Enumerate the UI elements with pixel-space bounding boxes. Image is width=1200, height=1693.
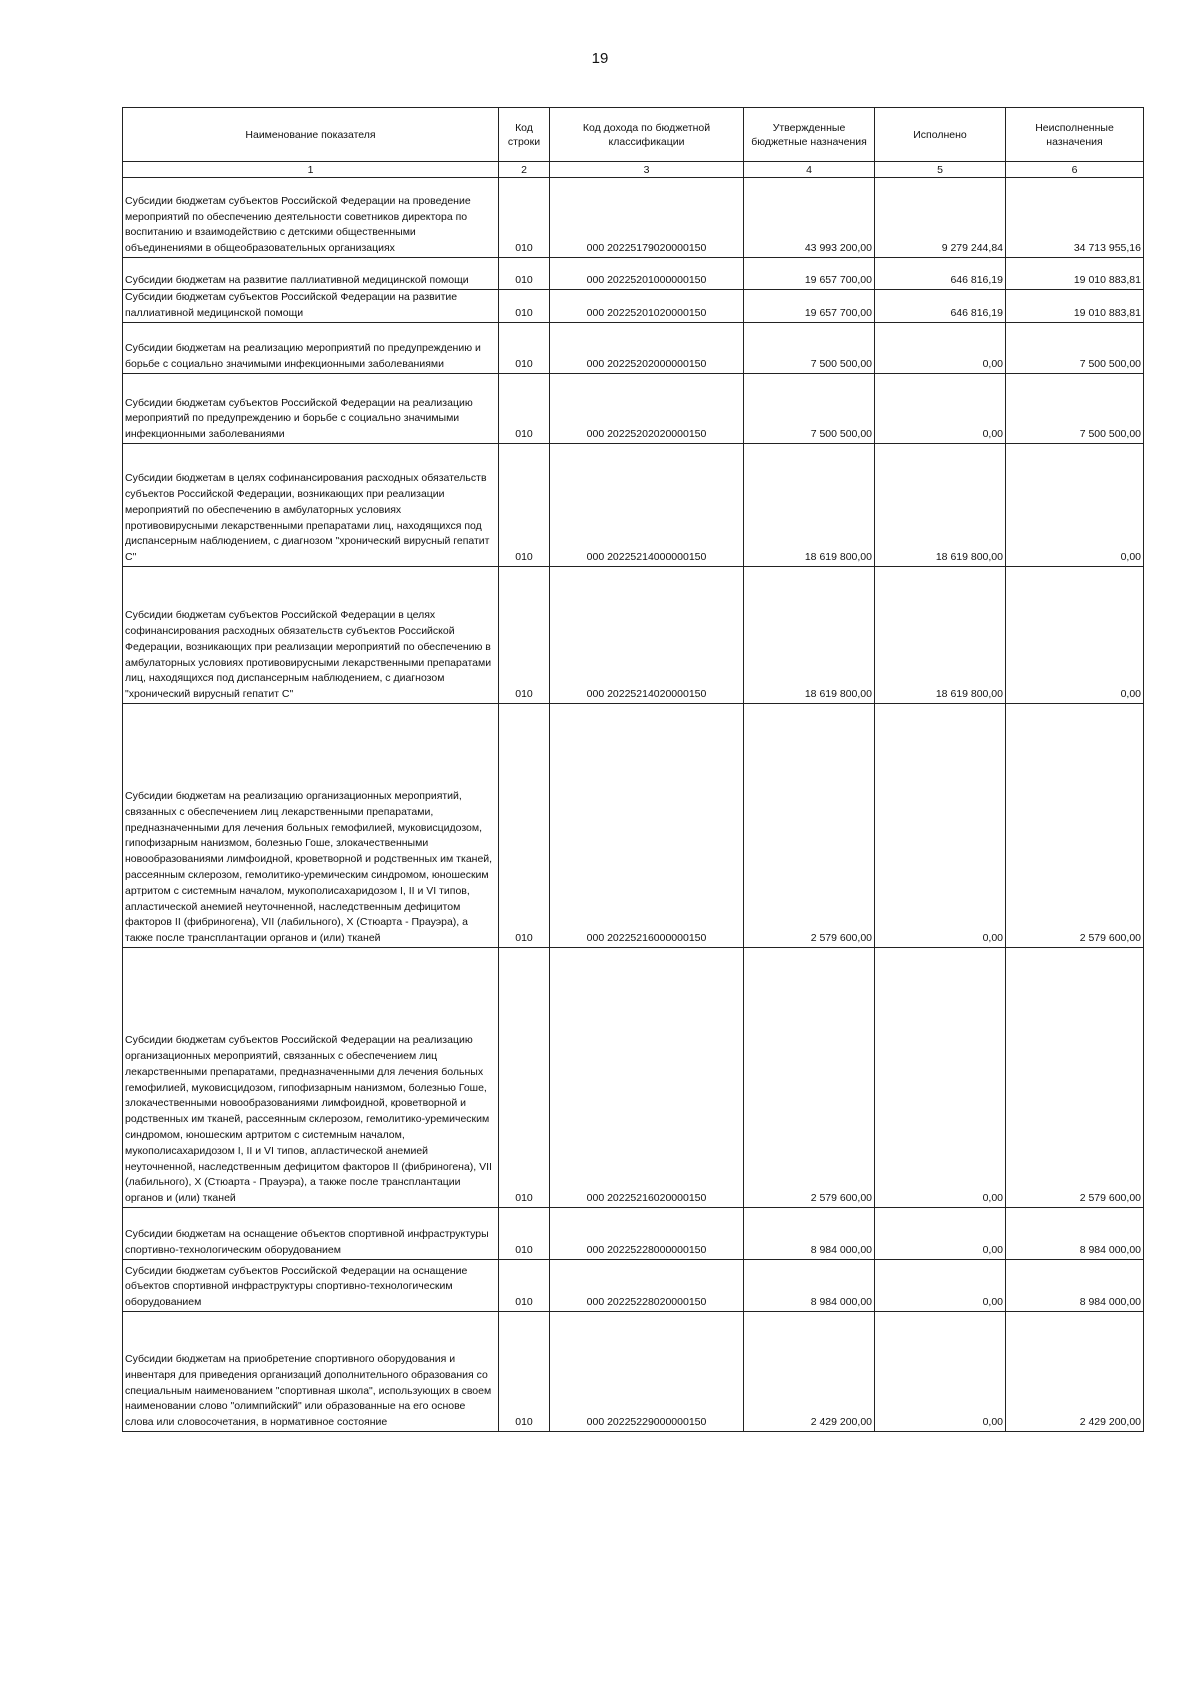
row-approved: 8 984 000,00 — [744, 1260, 875, 1312]
row-unexecuted: 7 500 500,00 — [1006, 374, 1144, 444]
row-executed: 18 619 800,00 — [875, 444, 1006, 567]
row-code: 010 — [499, 444, 550, 567]
row-code: 010 — [499, 323, 550, 374]
header-name: Наименование показателя — [123, 108, 499, 162]
header-code: Код строки — [499, 108, 550, 162]
row-approved: 19 657 700,00 — [744, 258, 875, 290]
row-kbk: 000 20225201020000150 — [550, 290, 744, 323]
row-code: 010 — [499, 704, 550, 948]
row-executed: 0,00 — [875, 948, 1006, 1208]
page-number: 19 — [591, 50, 609, 67]
row-approved: 2 429 200,00 — [744, 1312, 875, 1432]
row-code: 010 — [499, 290, 550, 323]
row-approved: 18 619 800,00 — [744, 567, 875, 704]
row-unexecuted: 2 579 600,00 — [1006, 704, 1144, 948]
row-kbk: 000 20225202020000150 — [550, 374, 744, 444]
row-code: 010 — [499, 1260, 550, 1312]
row-name: Субсидии бюджетам на реализацию организационных мероприятий, связанных с обеспечением лиц лекарственными препаратами, предназначенными для лечения больных гемофилией, муковисцидозом, гипофизарным нанизмом, болезнью Гоше, злокачественными новообразованиями лимфоидной, кроветворной и родственных им тканей, рассеянным склерозом, гемолитико-уремическим синдромом, юношеским артритом с системным началом, мукополисахаридозом I, II и VI типов, апластической анемией неуточненной, наследственным дефицитом факторов II (фибриногена), VII (лабильного), X (Стюарта - Прауэра), а также после трансплантации органов и (или) тканей — [123, 704, 499, 948]
row-name: Субсидии бюджетам субъектов Российской Федерации на реализацию организационных мероприятий, связанных с обеспечением лиц лекарственными препаратами, предназначенными для лечения больных гемофилией, муковисцидозом, гипофизарным нанизмом, болезнью Гоше, злокачественными новообразованиями лимфоидной, кроветворной и родственных им тканей, рассеянным склерозом, гемолитико-уремическим синдромом, юношеским артритом с системным началом, мукополисахаридозом I, II и VI типов, апластической анемией неуточненной, наследственным дефицитом факторов II (фибриногена), VII (лабильного), X (Стюарта - Прауэра), а также после трансплантации органов и (или) тканей — [123, 948, 499, 1208]
row-executed: 646 816,19 — [875, 290, 1006, 323]
row-approved: 7 500 500,00 — [744, 323, 875, 374]
row-code: 010 — [499, 567, 550, 704]
row-name: Субсидии бюджетам в целях софинансирования расходных обязательств субъектов Российской Федерации, возникающих при реализации мероприятий по обеспечению в амбулаторных условиях противовирусными лекарственными препаратами лиц, находящихся под диспансерным наблюдением, с диагнозом "хронический вирусный гепатит С" — [123, 444, 499, 567]
row-executed: 0,00 — [875, 1260, 1006, 1312]
row-unexecuted: 34 713 955,16 — [1006, 178, 1144, 258]
header-approved: Утвержденные бюджетные назначения — [744, 108, 875, 162]
row-name: Субсидии бюджетам субъектов Российской Федерации на проведение мероприятий по обеспечению деятельности советников директора по воспитанию и взаимодействию с детскими общественными объединениями в общеобразовательных организациях — [123, 178, 499, 258]
row-code: 010 — [499, 1208, 550, 1260]
row-unexecuted: 8 984 000,00 — [1006, 1260, 1144, 1312]
row-executed: 0,00 — [875, 323, 1006, 374]
row-kbk: 000 20225228020000150 — [550, 1260, 744, 1312]
row-code: 010 — [499, 948, 550, 1208]
column-number: 5 — [875, 162, 1006, 178]
row-kbk: 000 20225228000000150 — [550, 1208, 744, 1260]
row-name: Субсидии бюджетам субъектов Российской Федерации на реализацию мероприятий по предупреждению и борьбе с социально значимыми инфекционными заболеваниями — [123, 374, 499, 444]
row-unexecuted: 0,00 — [1006, 567, 1144, 704]
row-code: 010 — [499, 258, 550, 290]
table-row — [123, 374, 1144, 444]
table-row — [123, 948, 1144, 1208]
table-row — [123, 444, 1144, 567]
row-name: Субсидии бюджетам субъектов Российской Федерации в целях софинансирования расходных обязательств субъектов Российской Федерации, возникающих при реализации мероприятий по обеспечению в амбулаторных условиях противовирусными лекарственными препаратами лиц, находящихся под диспансерным наблюдением, с диагнозом "хронический вирусный гепатит С" — [123, 567, 499, 704]
row-name: Субсидии бюджетам на развитие паллиативной медицинской помощи — [123, 258, 499, 290]
column-number: 4 — [744, 162, 875, 178]
row-kbk: 000 20225214020000150 — [550, 567, 744, 704]
row-unexecuted: 0,00 — [1006, 444, 1144, 567]
row-kbk: 000 20225201000000150 — [550, 258, 744, 290]
row-executed: 646 816,19 — [875, 258, 1006, 290]
row-name: Субсидии бюджетам субъектов Российской Федерации на развитие паллиативной медицинской помощи — [123, 290, 499, 323]
row-kbk: 000 20225216000000150 — [550, 704, 744, 948]
row-name: Субсидии бюджетам на реализацию мероприятий по предупреждению и борьбе с социально значимыми инфекционными заболеваниями — [123, 323, 499, 374]
row-unexecuted: 7 500 500,00 — [1006, 323, 1144, 374]
table-header-row — [123, 108, 1144, 162]
header-unexecuted: Неисполненные назначения — [1006, 108, 1144, 162]
row-approved: 43 993 200,00 — [744, 178, 875, 258]
row-approved: 2 579 600,00 — [744, 948, 875, 1208]
row-unexecuted: 19 010 883,81 — [1006, 290, 1144, 323]
row-kbk: 000 20225229000000150 — [550, 1312, 744, 1432]
table-row — [123, 567, 1144, 704]
row-code: 010 — [499, 374, 550, 444]
row-name: Субсидии бюджетам на приобретение спортивного оборудования и инвентаря для приведения организаций дополнительного образования со специальным наименованием "спортивная школа", использующих в своем наименовании слово "олимпийский" или образованные на его основе слова или словосочетания, в нормативное состояние — [123, 1312, 499, 1432]
table-row — [123, 258, 1144, 290]
row-kbk: 000 20225216020000150 — [550, 948, 744, 1208]
header-executed: Исполнено — [875, 108, 1006, 162]
column-number: 1 — [123, 162, 499, 178]
column-number: 3 — [550, 162, 744, 178]
row-kbk: 000 20225214000000150 — [550, 444, 744, 567]
row-unexecuted: 2 579 600,00 — [1006, 948, 1144, 1208]
row-name: Субсидии бюджетам субъектов Российской Федерации на оснащение объектов спортивной инфраструктуры спортивно-технологическим оборудованием — [123, 1260, 499, 1312]
column-numbers-row — [123, 162, 1144, 178]
row-code: 010 — [499, 178, 550, 258]
row-executed: 0,00 — [875, 704, 1006, 948]
row-executed: 9 279 244,84 — [875, 178, 1006, 258]
row-unexecuted: 8 984 000,00 — [1006, 1208, 1144, 1260]
row-approved: 8 984 000,00 — [744, 1208, 875, 1260]
row-executed: 0,00 — [875, 1208, 1006, 1260]
row-name: Субсидии бюджетам на оснащение объектов спортивной инфраструктуры спортивно-технологическим оборудованием — [123, 1208, 499, 1260]
row-kbk: 000 20225202000000150 — [550, 323, 744, 374]
table-row — [123, 1260, 1144, 1312]
row-executed: 0,00 — [875, 374, 1006, 444]
table-row — [123, 290, 1144, 323]
row-approved: 19 657 700,00 — [744, 290, 875, 323]
row-unexecuted: 2 429 200,00 — [1006, 1312, 1144, 1432]
table-row — [123, 1208, 1144, 1260]
column-number: 6 — [1006, 162, 1144, 178]
row-code: 010 — [499, 1312, 550, 1432]
table-row — [123, 323, 1144, 374]
row-kbk: 000 20225179020000150 — [550, 178, 744, 258]
row-executed: 0,00 — [875, 1312, 1006, 1432]
table-row — [123, 178, 1144, 258]
table-row — [123, 1312, 1144, 1432]
budget-execution-table — [122, 107, 1144, 1432]
column-number: 2 — [499, 162, 550, 178]
table-row — [123, 704, 1144, 948]
row-approved: 7 500 500,00 — [744, 374, 875, 444]
row-executed: 18 619 800,00 — [875, 567, 1006, 704]
row-approved: 18 619 800,00 — [744, 444, 875, 567]
row-approved: 2 579 600,00 — [744, 704, 875, 948]
row-unexecuted: 19 010 883,81 — [1006, 258, 1144, 290]
header-kbk: Код дохода по бюджетной классификации — [550, 108, 744, 162]
